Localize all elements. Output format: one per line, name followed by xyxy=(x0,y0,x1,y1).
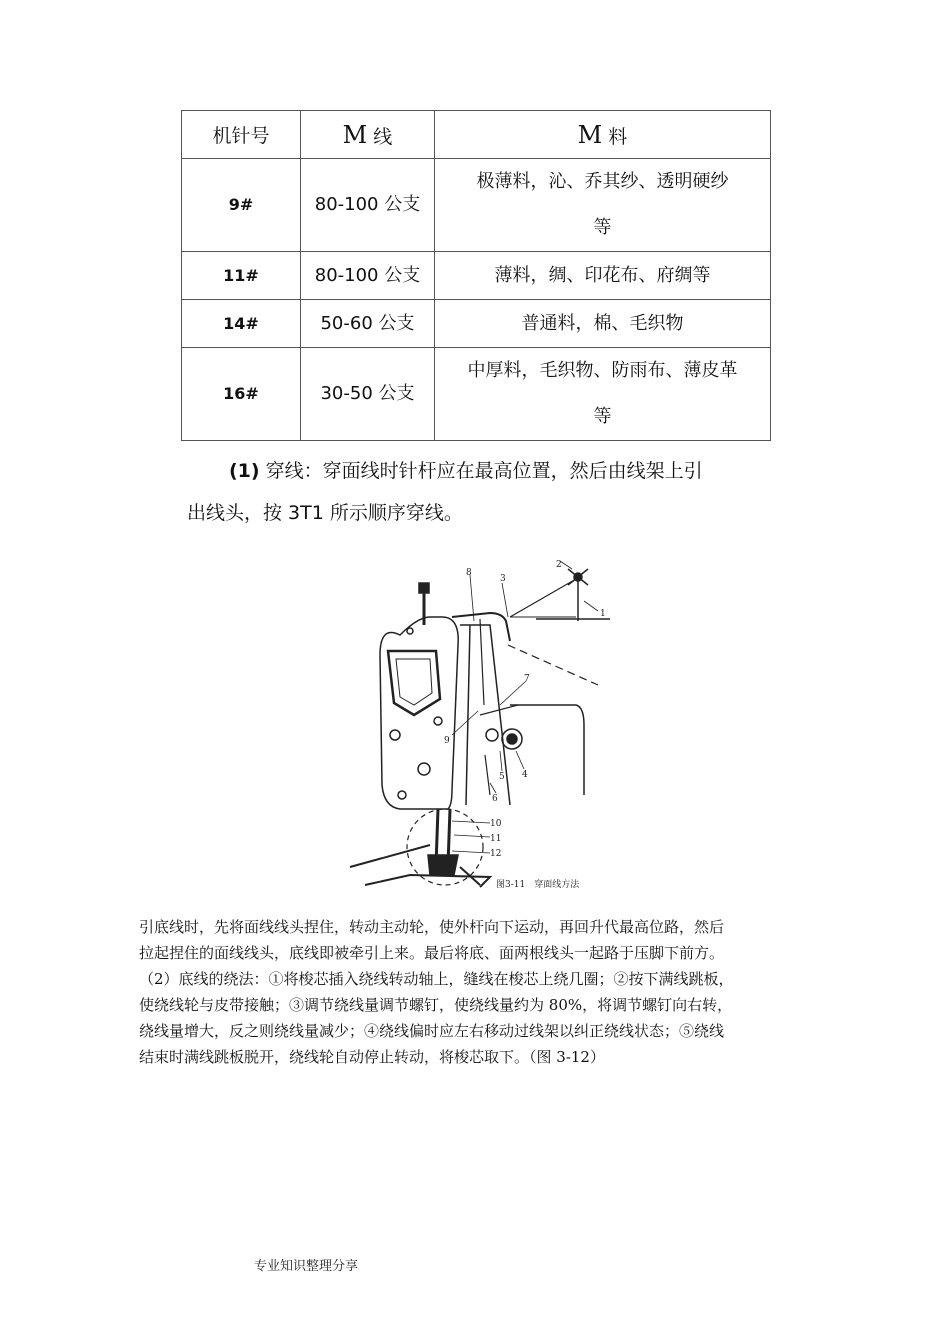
figure-label: 11 xyxy=(490,834,502,844)
paragraph-line-2: 出线头，按 3T1 所示顺序穿线。 xyxy=(187,502,463,524)
header-needle: 机针号 xyxy=(182,111,301,159)
body-line: 绕线量增大，反之则绕线量减少；④绕线偏时应左右移动过线架以纠正绕线状态；⑤绕线 xyxy=(139,1022,725,1040)
body-line: 引底线时，先将面线线头捏住，转动主动轮，使外杆向下运动，再回升代最高位路，然后 xyxy=(139,918,725,936)
figure-label: 8 xyxy=(466,568,472,578)
table-row xyxy=(182,252,771,300)
needle-cell: 16# xyxy=(182,348,301,441)
paragraph-line-1 xyxy=(187,460,703,482)
header-thread-m: M xyxy=(342,120,368,149)
needle-cell: 14# xyxy=(182,300,301,348)
header-fabric-label: 料 xyxy=(608,125,628,148)
fabric-line: 极薄料，沁、乔其纱、透明硬纱 xyxy=(476,171,729,192)
fabric-cell xyxy=(435,159,771,252)
paragraph-text: 穿线：穿面线时针杆应在最高位置，然后由线架上引 xyxy=(265,460,703,482)
figure-caption: 图3-11 穿面线方法 xyxy=(496,880,580,890)
figure-label: 5 xyxy=(499,772,505,782)
figure-label: 9 xyxy=(444,736,450,746)
body-line: 使绕线轮与皮带接触；③调节绕线量调节螺钉，使绕线量约为 80%，将调节螺钉向右转， xyxy=(139,996,733,1014)
presser-foot-icon xyxy=(350,809,490,887)
header-fabric-m: M xyxy=(577,120,603,149)
sewing-machine-threading-figure xyxy=(340,555,620,900)
thread-cell: 30-50 公支 xyxy=(301,348,435,441)
table-row xyxy=(182,159,771,252)
body-line: （2）底线的绕法：①将梭芯插入绕线转动轴上，缝线在梭芯上绕几圈；②按下满线跳板， xyxy=(139,970,734,988)
needle-cell: 9# xyxy=(182,159,301,252)
figure-label: 7 xyxy=(524,674,530,684)
fabric-cell xyxy=(435,300,771,348)
fabric-line: 等 xyxy=(593,217,612,238)
figure-label: 2 xyxy=(556,560,562,570)
thread-cell: 80-100 公支 xyxy=(301,252,435,300)
needle-cell: 11# xyxy=(182,252,301,300)
body-line: 拉起捏住的面线线头，底线即被牵引上来。最后将底、面两根线头一起路于压脚下前方。 xyxy=(139,944,725,962)
thread-cell: 50-60 公支 xyxy=(301,300,435,348)
fabric-line: 薄料，绸、印花布、府绸等 xyxy=(494,264,711,286)
table-header-row xyxy=(182,111,771,159)
needle-thread-fabric-table xyxy=(181,110,771,441)
fabric-cell xyxy=(435,252,771,300)
fabric-line: 普通料，棉、毛织物 xyxy=(521,312,684,334)
figure-label: 12 xyxy=(490,849,502,859)
page-footer: 专业知识整理分享 xyxy=(254,1259,359,1274)
header-thread-label: 线 xyxy=(373,125,393,148)
fabric-cell xyxy=(435,348,771,441)
table-row xyxy=(182,348,771,441)
figure-label: 1 xyxy=(600,609,606,619)
thread-cell: 80-100 公支 xyxy=(301,159,435,252)
fabric-line: 等 xyxy=(593,406,612,427)
figure-label: 10 xyxy=(490,819,502,829)
header-thread xyxy=(301,111,435,159)
figure-label: 3 xyxy=(500,574,506,584)
fabric-line: 中厚料，毛织物、防雨布、薄皮革 xyxy=(467,360,738,381)
body-line: 结束时满线跳板脱开，绕线轮自动停止转动，将梭芯取下。（图 3-12） xyxy=(139,1048,605,1066)
figure-label: 6 xyxy=(492,794,498,804)
item-number: (1) xyxy=(229,460,260,482)
table-row xyxy=(182,300,771,348)
figure-label: 4 xyxy=(522,770,528,780)
threading-paragraph xyxy=(187,450,767,534)
header-fabric xyxy=(435,111,771,159)
bobbin-instructions xyxy=(139,914,819,1070)
machine-head-icon xyxy=(380,613,510,809)
